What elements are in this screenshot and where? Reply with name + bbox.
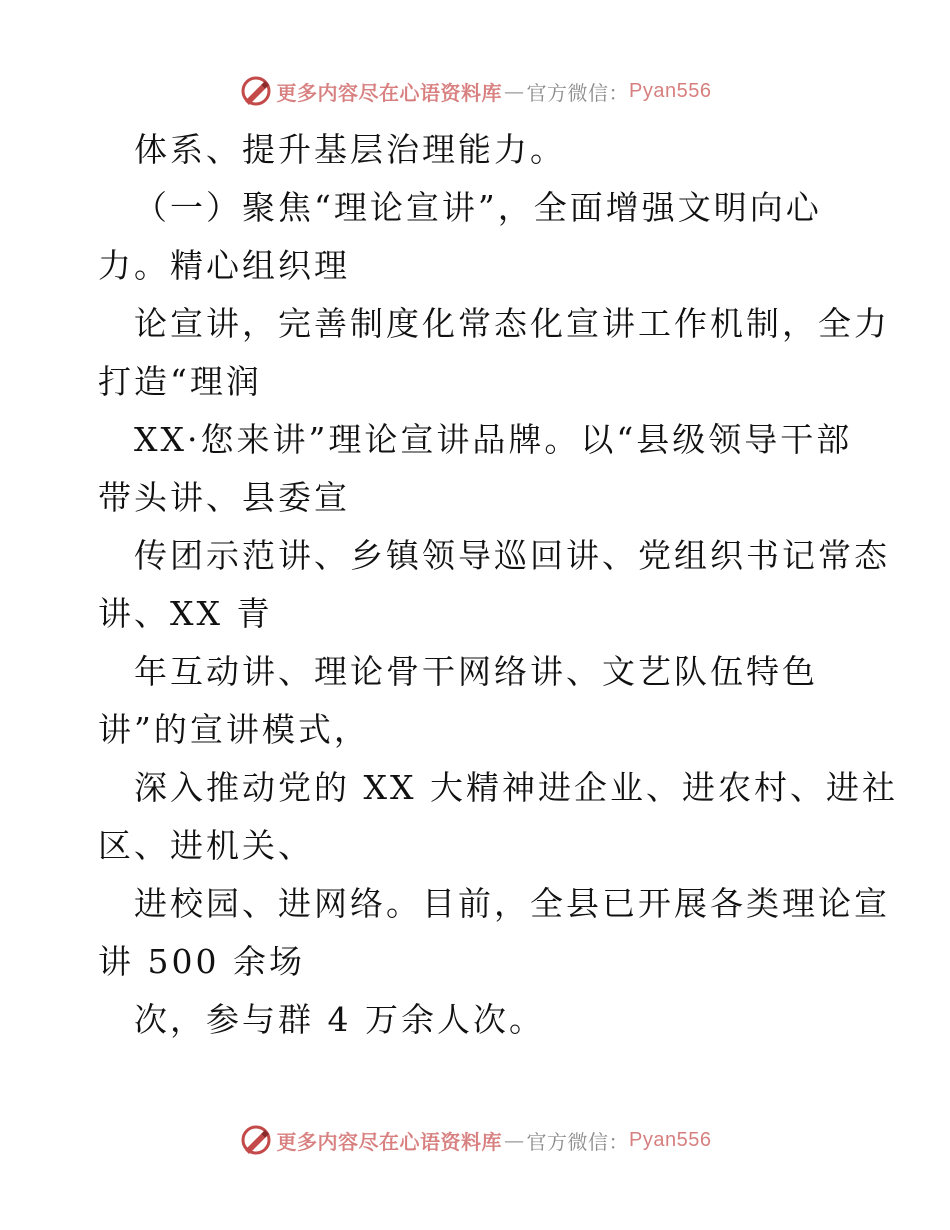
watermark-sub-text: 官方微信： xyxy=(526,1129,630,1154)
text-line: （一）聚焦“理论宣讲”，全面增强文明向心 xyxy=(134,188,822,227)
text-line: 讲”的宣讲模式， xyxy=(98,710,370,749)
text-line: 打造“理润 xyxy=(98,362,262,401)
text-line: 进校园、进网络。目前，全县已开展各类理论宣 xyxy=(134,884,890,923)
watermark-id: Pyan556 xyxy=(629,79,712,102)
text-line: 区、进机关、 xyxy=(98,826,314,865)
text-line: 力。精心组织理 xyxy=(98,246,350,285)
pen-circle-logo-icon xyxy=(239,74,273,108)
text-line: 次，参与群 4 万余人次。 xyxy=(134,1000,545,1039)
pen-circle-logo-icon xyxy=(239,1123,273,1157)
text-line: 论宣讲，完善制度化常态化宣讲工作机制，全力 xyxy=(134,304,890,343)
document-body xyxy=(98,121,898,1049)
text-line: XX·您来讲”理论宣讲品牌。以“县级领导干部 xyxy=(134,420,853,459)
text-line: 带头讲、县委宣 xyxy=(98,478,350,517)
watermark-sub-text: 官方微信： xyxy=(526,80,630,105)
text-line: 深入推动党的 XX 大精神进企业、进农村、进社 xyxy=(134,768,898,807)
watermark-dash: — xyxy=(504,1128,525,1152)
watermark-dash: — xyxy=(504,79,525,103)
watermark-main-text: 更多内容尽在心语资料库 xyxy=(276,1129,503,1154)
header-watermark xyxy=(0,71,950,111)
watermark-id: Pyan556 xyxy=(629,1128,712,1151)
watermark-main-text: 更多内容尽在心语资料库 xyxy=(276,80,503,105)
footer-watermark xyxy=(0,1120,950,1160)
text-line: 体系、提升基层治理能力。 xyxy=(134,130,566,169)
text-line: 讲 500 余场 xyxy=(98,942,305,981)
text-line: 讲、XX 青 xyxy=(98,594,273,633)
text-line: 年互动讲、理论骨干网络讲、文艺队伍特色 xyxy=(134,652,818,691)
text-line: 传团示范讲、乡镇领导巡回讲、党组织书记常态 xyxy=(134,536,890,575)
